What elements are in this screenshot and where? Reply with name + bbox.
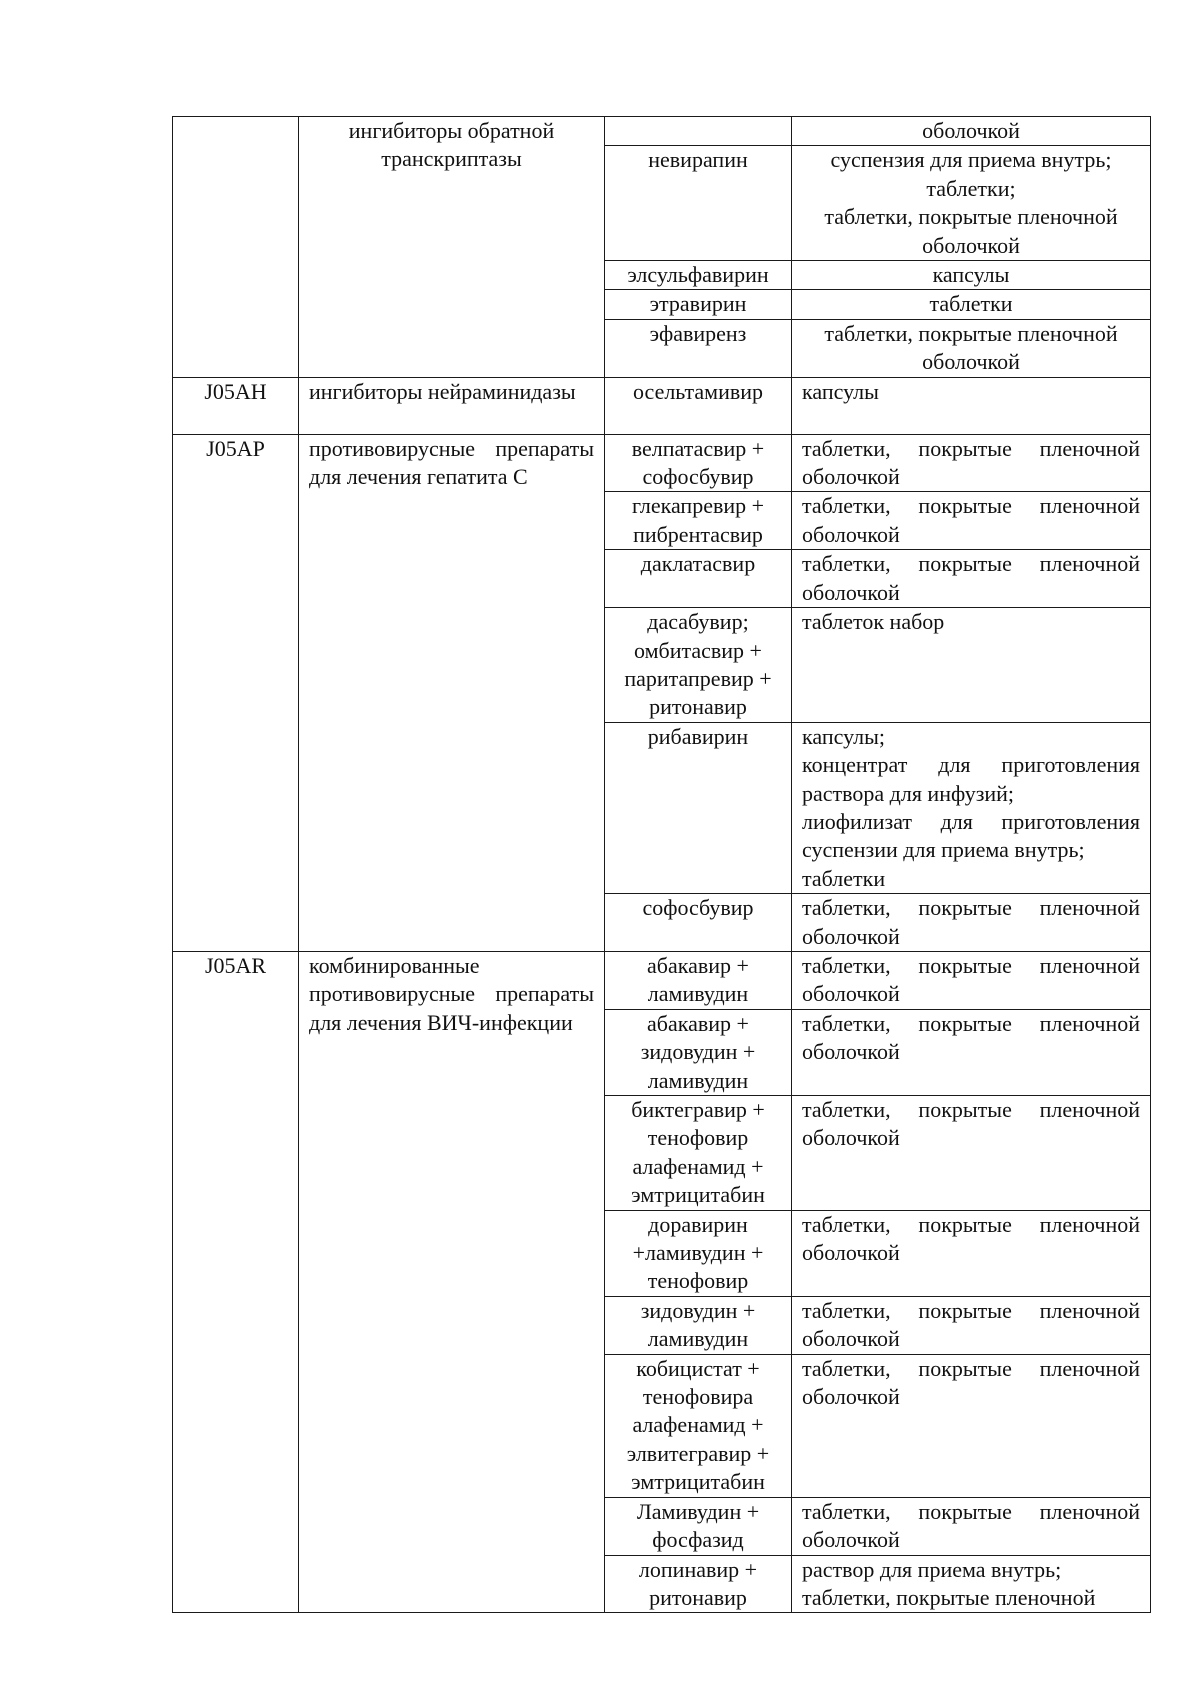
dosage-form-line: таблетки, покрытые пленочной bbox=[802, 1584, 1096, 1610]
dosage-form-line: таблетки bbox=[802, 865, 886, 891]
dosage-form-cell bbox=[792, 146, 1151, 261]
drug-table bbox=[172, 116, 1151, 1613]
drug-name-cell: элсульфавирин bbox=[605, 261, 792, 290]
drug-name-cell: этравирин bbox=[605, 290, 792, 319]
atc-code-cell: J05AR bbox=[173, 951, 299, 1612]
dosage-form-cell bbox=[792, 1096, 1151, 1211]
drug-name-cell: лопинавир + ритонавир bbox=[605, 1555, 792, 1613]
dosage-form-cell bbox=[792, 434, 1151, 492]
dosage-form-line: таблеток набор bbox=[802, 609, 945, 635]
table-row bbox=[173, 377, 1151, 434]
dosage-form-line: таблетки, покрытые пленочной оболочкой bbox=[802, 493, 1140, 547]
dosage-form-cell bbox=[792, 1354, 1151, 1497]
dosage-form-line: капсулы bbox=[932, 262, 1010, 288]
dosage-form-cell bbox=[792, 319, 1151, 377]
drug-name-cell: биктегравир + тенофовир алафенамид + эмтрицитабин bbox=[605, 1096, 792, 1211]
drug-name-cell: доравирин +ламивудин + тенофовир bbox=[605, 1210, 792, 1296]
dosage-form-line: таблетки, покрытые пленочной оболочкой bbox=[824, 204, 1118, 258]
dosage-form-cell bbox=[792, 1555, 1151, 1613]
dosage-form-cell bbox=[792, 377, 1151, 434]
dosage-form-cell bbox=[792, 1210, 1151, 1296]
drug-name-cell: глекапревир + пибрентасвир bbox=[605, 492, 792, 550]
dosage-form-cell bbox=[792, 117, 1151, 146]
dosage-form-cell bbox=[792, 492, 1151, 550]
dosage-form-line: концентрат для приготовления раствора для инфузий; bbox=[802, 752, 1140, 806]
group-name-cell: ингибиторы нейраминидазы bbox=[299, 377, 605, 434]
drug-name-cell: рибавирин bbox=[605, 722, 792, 893]
drug-name-cell: дасабувир; омбитасвир + паритапревир + ритонавир bbox=[605, 608, 792, 723]
drug-name-cell: Ламивудин + фосфазид bbox=[605, 1497, 792, 1555]
dosage-form-cell bbox=[792, 1497, 1151, 1555]
atc-code-cell: J05AP bbox=[173, 434, 299, 951]
dosage-form-line: таблетки; bbox=[926, 175, 1016, 201]
dosage-form-line: капсулы; bbox=[802, 723, 885, 749]
dosage-form-cell bbox=[792, 1009, 1151, 1095]
dosage-form-cell bbox=[792, 951, 1151, 1009]
drug-name-cell: невирапин bbox=[605, 146, 792, 261]
table-row bbox=[173, 117, 1151, 146]
dosage-form-line: оболочкой bbox=[922, 118, 1020, 143]
dosage-form-cell bbox=[792, 550, 1151, 608]
dosage-form-cell bbox=[792, 290, 1151, 319]
dosage-form-line: таблетки, покрытые пленочной оболочкой bbox=[802, 1097, 1140, 1151]
dosage-form-cell bbox=[792, 722, 1151, 893]
dosage-form-cell bbox=[792, 261, 1151, 290]
dosage-form-line: таблетки, покрытые пленочной оболочкой bbox=[802, 1010, 1140, 1065]
group-name-cell: противовирусные препараты для лечения гепатита C bbox=[299, 434, 605, 951]
drug-name-cell: зидовудин + ламивудин bbox=[605, 1296, 792, 1354]
dosage-form-line: раствор для приема внутрь; bbox=[802, 1556, 1062, 1582]
drug-name-cell: софосбувир bbox=[605, 894, 792, 952]
drug-name-cell: абакавир + зидовудин + ламивудин bbox=[605, 1009, 792, 1095]
dosage-form-line: таблетки, покрытые пленочной оболочкой bbox=[802, 551, 1140, 605]
dosage-form-line: таблетки, покрытые пленочной оболочкой bbox=[802, 895, 1140, 949]
atc-code-cell bbox=[173, 117, 299, 378]
drug-name-cell: абакавир + ламивудин bbox=[605, 951, 792, 1009]
drug-name-cell: осельтамивир bbox=[605, 377, 792, 434]
dosage-form-cell bbox=[792, 608, 1151, 723]
drug-name-cell: даклатасвир bbox=[605, 550, 792, 608]
table-row bbox=[173, 951, 1151, 1009]
table-row bbox=[173, 434, 1151, 492]
dosage-form-line: таблетки bbox=[929, 291, 1013, 317]
dosage-form-cell bbox=[792, 894, 1151, 952]
dosage-form-line: таблетки, покрытые пленочной оболочкой bbox=[802, 1211, 1140, 1266]
drug-name-cell: эфавиренз bbox=[605, 319, 792, 377]
dosage-form-line: таблетки, покрытые пленочной оболочкой bbox=[802, 435, 1140, 490]
atc-code-cell: J05AH bbox=[173, 377, 299, 434]
drug-name-cell bbox=[605, 117, 792, 146]
drug-name-cell: кобицистат + тенофовира алафенамид + элвитегравир + эмтрицитабин bbox=[605, 1354, 792, 1497]
dosage-form-cell bbox=[792, 1296, 1151, 1354]
dosage-form-line: таблетки, покрытые пленочной оболочкой bbox=[802, 1297, 1140, 1352]
group-name-cell: комбинированные противовирусные препараты для лечения ВИЧ-инфекции bbox=[299, 951, 605, 1612]
dosage-form-line: таблетки, покрытые пленочной оболочкой bbox=[802, 1498, 1140, 1553]
dosage-form-line: таблетки, покрытые пленочной оболочкой bbox=[824, 320, 1118, 375]
drug-name-cell: велпатасвир + софосбувир bbox=[605, 434, 792, 492]
dosage-form-line: суспензия для приема внутрь; bbox=[830, 147, 1112, 173]
dosage-form-line: таблетки, покрытые пленочной оболочкой bbox=[802, 952, 1140, 1007]
dosage-form-line: лиофилизат для приготовления суспензии для приема внутрь; bbox=[802, 808, 1140, 863]
group-name-cell: ингибиторы обратной транскриптазы bbox=[299, 117, 605, 378]
dosage-form-line: таблетки, покрытые пленочной оболочкой bbox=[802, 1355, 1140, 1410]
dosage-form-line: капсулы bbox=[802, 378, 879, 404]
